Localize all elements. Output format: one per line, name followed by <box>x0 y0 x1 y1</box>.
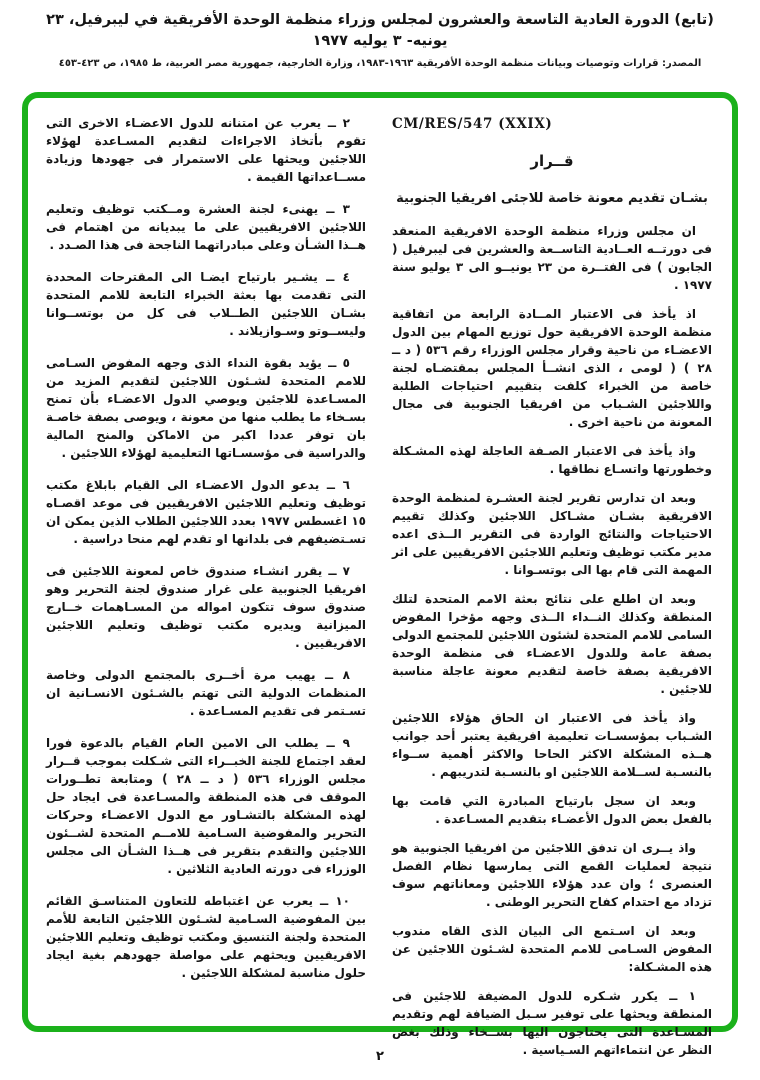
numbered-clause-3: ٣ ــ يهنىء لجنة العشرة ومــكتب توظيف وتعليم اللاجئين الافريقيين على ما يبديانه من اهتمام فى هــذا الشـأن وعلى مبادراتهما الناجحة فى هذا الصـدد . <box>46 202 366 252</box>
source-citation: المصدر: قرارات وتوصيات وبيانات منظمة الوحدة الأفريقية ١٩٦٣-١٩٨٣، وزارة الخارجية، جمهورية مصر العربية، ط ١٩٨٥، ص ٤٢٣-٤٥٣ <box>58 58 702 70</box>
column-left <box>46 114 366 1016</box>
resolution-number: CM/RES/547 (XXIX) <box>392 116 553 132</box>
preamble-paragraph: وبعد ان تدارس تقرير لجنة العشـرة لمنظمة الوحدة الافريقية بشـان مشـاكل اللاجئين وكذلك تقييم الاحتياجات والنتائج الواردة فى التقرير الــذى اعده مدير مكتب توظيف وتعليم اللاجئين الافريقيين على اثر المهمة التى قام بها الى بوتسـوانا . <box>392 491 712 578</box>
preamble-paragraph: واذ يأخذ فى الاعتبار ان الحاق هؤلاء اللاجئين الشـباب بمؤسسـات تعليمية افريقية يعتبر أحد جوانب هــذه المشكلة الاكثر الحاحا والاكثر أهمية ســواء بالنسـبة لســلامة اللاجئين او بالنسـبة لتدريبهم . <box>392 711 712 780</box>
preamble-paragraph: وبعد ان اطلع على نتائج بعثة الامم المتحدة لتلك المنطقة وكذلك النــداء الــذى وجهه مؤخرا المفوض السامى للامم المتحدة لشئون اللاجئين للمجتمع الدولى بصفة عامة وللدول الاعضـاء فى منظمة الوحدة الافريقية بصفة خاصة لتقديم معونة عاجلة مناسبة للاجئين . <box>392 592 712 697</box>
preamble-paragraph: ان مجلس وزراء منظمة الوحدة الافريقية المنعقد فى دورتــه العــادية التاســعة والعشرين فى ليبرفيل ( الجابون ) فى الفتــرة من ٢٣ يونيــو الى ٣ يوليو سنة ١٩٧٧ . <box>392 224 712 293</box>
session-title: (تابع) الدورة العادية التاسعة والعشرون لمجلس وزراء منظمة الوحدة الأفريقية في ليبرفيل، ٢٣ يونيه- ٣ يوليه ١٩٧٧ <box>46 12 714 50</box>
page-header <box>0 10 760 69</box>
column-right <box>392 114 712 1058</box>
two-column-layout <box>46 114 712 1058</box>
preamble-paragraph: وبعد ان اسـتمع الى البيان الذى القاه مندوب المفوض السـامى للامم المتحدة لشـئون اللاجئين عن هذه المشـكلة: <box>392 924 712 975</box>
numbered-clause-1: ١ ــ يكرر شـكره للدول المضيفة للاجئين فى المنطقة ويحثها على توفير سـبل الضيافة لهم وتقديم المسـاعدة التى يحتاجون اليها بســخاء وذلك بغض النظر عن انتماءاتهم السـياسية . <box>392 989 712 1058</box>
preamble-paragraph: واذ يــرى ان تدفق اللاجئين من افريقيا الجنوبية هو نتيجة لعمليات القمع التى يمارسها نظام الفصل العنصرى ؛ وان عدد هؤلاء اللاجئين ومعاناتهم سوف تزداد مع احتدام كفاح التحرير الوطنى . <box>392 841 712 910</box>
resolution-subtitle: بشـان تقديم معونة خاصة للاجئى افريقيا الجنوبية <box>396 190 708 206</box>
numbered-clause-10: ١٠ ــ يعرب عن اغتباطه للتعاون المتناسـق القائم بين المفوضية السـامية لشـئون اللاجئين التابعة للأمم المتحدة ولجنة التنسيق ومكتب توظيف وتعليم اللاجئين الافريقيين ويحثهم على مواصلة جهودهم بغية ايجاد حلول مناسبة لمشكلة اللاجئين . <box>46 894 366 980</box>
preamble-paragraph: وبعد ان سجل بارتياح المبادرة التي قامت بها بالفعل بعض الدول الأعضـاء بتقديم المسـاعدة . <box>392 794 712 827</box>
numbered-clause-2: ٢ ــ يعرب عن امتنانه للدول الاعضـاء الاخرى التى تقوم بأتخاذ الاجراءات لتقديم المسـاعدة لهؤلاء اللاجئين ويحثها على الاستمرار فى جهودها وزيادة مســاعداتها القيمة . <box>46 116 366 184</box>
numbered-clause-8: ٨ ــ يهيب مرة أخــرى بالمجتمع الدولى وخاصة المنظمات الدولية التى تهتم بالشـئون الانسـانية ان تسـتمر فى تقديم المسـاعدة . <box>46 668 366 718</box>
numbered-clause-4: ٤ ــ يشـير بارتياح ايضـا الى المقترحات المحددة التى تقدمت بها بعثة الخبراء التابعة للامم المتحدة بشـان اللاجئين الطــلاب فى كل من بوتســوانا وليســوتو وسـوازيلاند . <box>46 270 366 338</box>
preamble-paragraph: واذ يأخذ فى الاعتبار الصـفة العاجلة لهذه المشـكلة وخطورتها واتسـاع نطاقها . <box>392 444 712 477</box>
numbered-clause-7: ٧ ــ يقرر انشـاء صندوق خاص لمعونة اللاجئين فى افريقيا الجنوبية على غرار صندوق لجنة التحرير وهو صندوق سوف تتكون امواله من المسـاهمات خــارج الميزانية ويديره مكتب توظيف وتعليم اللاجئين الافريقيين . <box>46 564 366 650</box>
numbered-clause-5: ٥ ــ يؤيد بقوة النداء الذى وجهه المفوض السـامى للامم المتحدة لشـئون اللاجئين لتقديم المزيد من المسـاعدة للاجئين ويوصي الدول الاعضـاء بأن تمنح بسـخاء ما يطلب منها من معونة ، ويوصى بصفة خاصـة بان توفر عددا اكبر من الاماكن والمنح المالية والدراسية فى مؤسسـاتها التعليمية لهؤلاء اللاجئين . <box>46 356 366 460</box>
content-frame <box>22 92 738 1058</box>
numbered-clause-6: ٦ ــ يدعو الدول الاعضـاء الى القيام بابلاغ مكتب توظيف وتعليم اللاجئين الافريقيين فى موعد اقصـاه ١٥ اغسطس ١٩٧٧ بعدد اللاجئين الطلاب الذين يمكن ان تسـتضيفهم فى بلدانها او تقدم لهم منحا دراسية . <box>46 478 367 546</box>
page-number: ٢ <box>376 1049 384 1064</box>
preamble-paragraph: اذ يأخذ فى الاعتبار المــادة الرابعة من اتفاقية منظمة الوحدة الافريقية حول توزيع المهام بين الدول الاعضـاء من ناحية وقرار مجلس الوزراء رقم ٥٣٦ ( د ــ ٢٨ ) ( لومى ، الذى انشــأ المجلس بمقتضـاه لجنة خاصة من الخبراء كلفت بتقييم احتياجات الطلبة واللاجئين الشـباب من افريقيا الجنوبية فى مجال المعونة من ناحية اخرى . <box>392 307 712 430</box>
resolution-title: قــرار <box>530 152 574 171</box>
numbered-clause-9: ٩ ــ يطلب الى الامين العام القيام بالدعوة فورا لعقد اجتماع للجنة الخبــراء التى شـكلت بموجب قــرار مجلس الوزراء ٥٣٦ ( د ــ ٢٨ ) ومتابعة تطــورات الموقف فى هذه المنطقة والمسـاعدة فى ايجاد حل لهذه المشكلة بالتشـاور مع الدول الاعضـاء وحركات التحرير والمفوضية السـامية للامــم المتحدة لشــئون اللاجئين والتقدم بتقرير فى هــذا الشـأن الى مجلس الوزراء فى دورته العادية الثلاثين . <box>46 736 366 876</box>
